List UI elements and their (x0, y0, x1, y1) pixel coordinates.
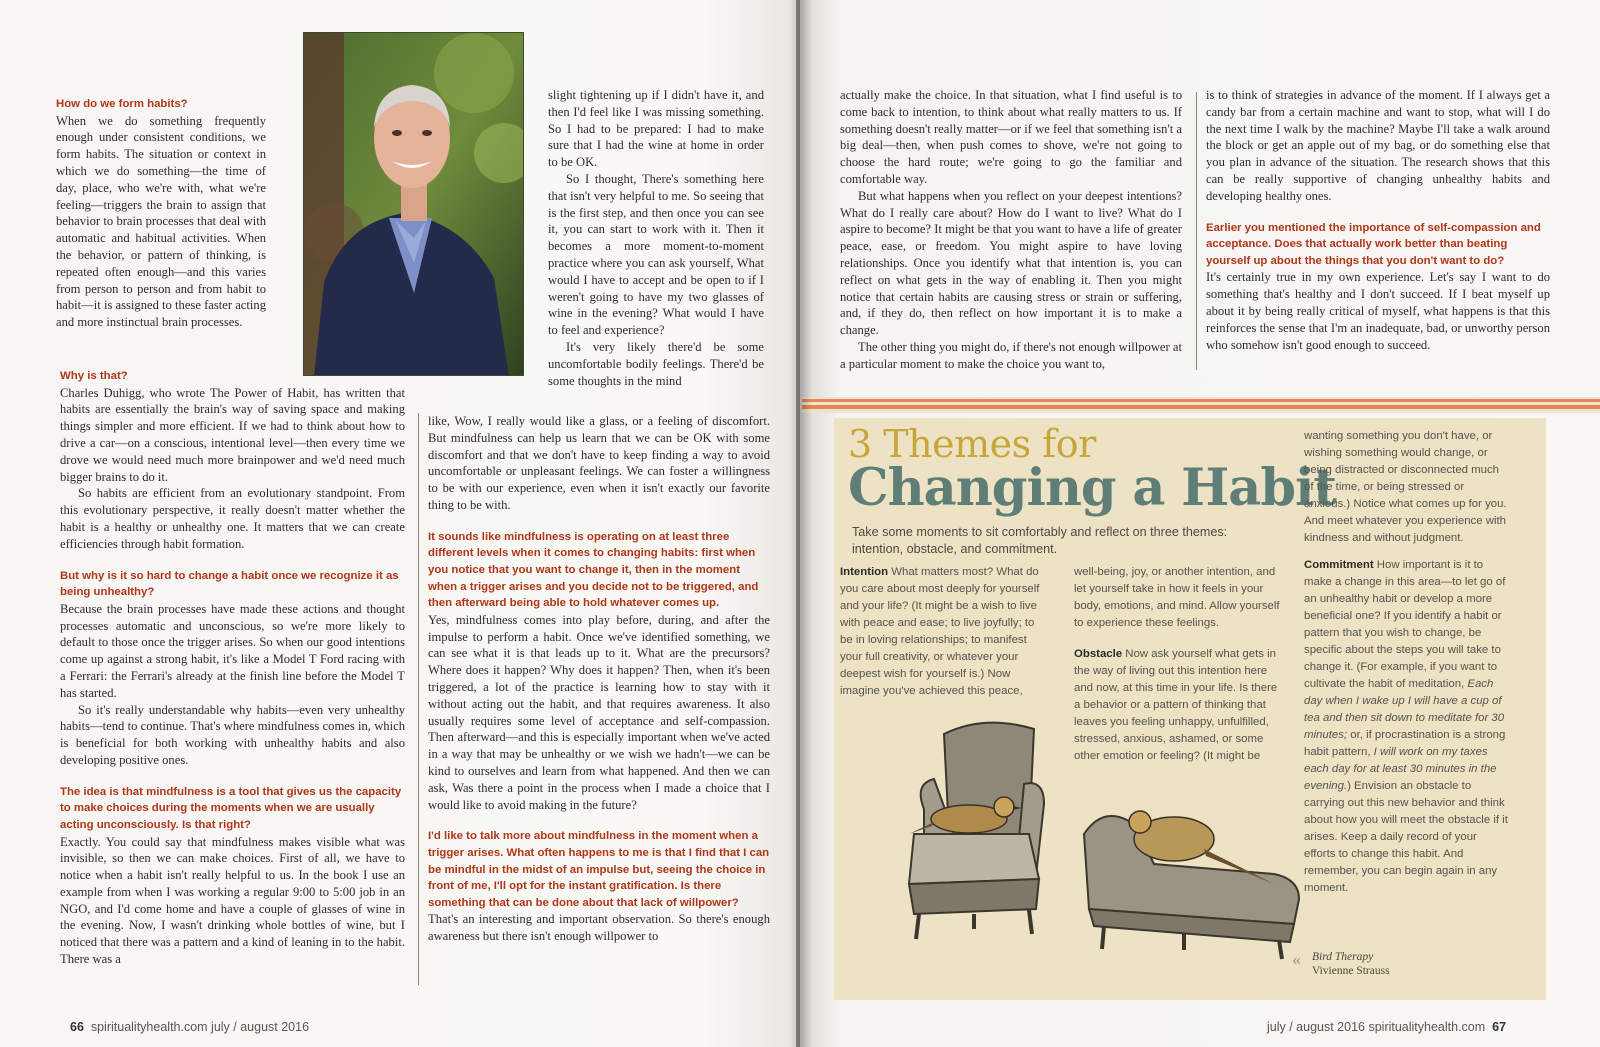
interview-answer: Yes, mindfulness comes into play before, during, and after the impulse to perform a habit. Once we've identified something, we can see what it is that leads up to it. What are the precursors? Where does it happen? Why does it happen? Then, when it's been triggered, a lot of the practice is learning how to stay with it without acting out the habit, and that requires awareness. It also usually requires some level of acceptance and self-compassion. Then afterward—and this is especially important when we've acted in a way that may be unhealthy or we wish we hadn't—we can be kind to ourselves and learn from what happened. And then we can ask, Was there a point in the process when I made a choice that I would like to avoid making in the future? (428, 612, 770, 812)
sidebar-box (834, 418, 1546, 1000)
bird-therapy-illustration (854, 714, 1314, 969)
sidebar-intro: Take some moments to sit comfortably and reflect on three themes: intention, obstacle, and commitment. (852, 525, 1228, 556)
obstacle-label: Obstacle (1074, 648, 1123, 660)
interview-answer: So I thought, There's something here that isn't very helpful to me. So seeing that is the first step, and then once you can see it, you can start to work with it. Then it becomes a more moment-to-moment practice where you can ask yourself, What would I have to accept and be open to if I weren't going to have my two glasses of wine in the evening? What would I have to feel and experience? (548, 171, 764, 338)
interview-answer: When we do something frequently enough under consistent conditions, we form habits. The situation or context in which we do something—the time of day, place, who we're with, what we're feeling—triggers the brain to assign that behavior to brain processes that deal with automatic and habitual activities. When the behavior, or pattern of thinking, is repeated often enough—and this varies from person to person and from habit to habit—it is assigned to these faster acting and more instinctual brain processes. (56, 113, 266, 330)
interview-question: But why is it so hard to change a habit once we recognize it as being unhealthy? (60, 569, 399, 599)
page-number: 66 (70, 1020, 84, 1034)
chaise-illustration (1084, 811, 1299, 959)
commitment-text-b: or, if procrastination is a strong habit pattern, (1304, 729, 1506, 758)
interview-answer: So habits are efficient from an evolutionary standpoint. From this evolutionary perspective, it really doesn't matter whether the habit is a healthy or unhealthy one. It matters that we can create efficiencies through habit formation. (60, 486, 405, 551)
interview-answer: actually make the choice. In that situation, what I find useful is to come back to intention, to think about what really matters to us. If something doesn't really matter—or if we feel that something isn't a big deal—then, when push comes to shove, we're not going to choose the hard route; we're going to go the familiar and comfortable way. (840, 88, 1182, 186)
interview-question: The idea is that mindfulness is a tool that gives us the capacity to make choices during the moments when we are usually acting unconsciously. Is that right? (60, 785, 402, 831)
right-page (800, 0, 1600, 1047)
obstacle-text: Now ask yourself what gets in the way of living out this intention here and now, at this time in your life. Is there a behavior or a pattern of thinking that leaves you feeling unhappy, unfulfilled, stressed, anxious, ashamed, or some other emotion or feeling? (It might be (1074, 648, 1278, 762)
article-column-4 (1206, 87, 1550, 353)
column-divider (1196, 92, 1197, 370)
commitment-text-a: How important is it to make a change in this area—to let go of an unhealthy habit or develop a more beneficial one? If you identify a habit or pattern that you wish to change, be specific about the steps you will take to change it. (For example, if you want to cultivate the habit of meditation, (1304, 559, 1506, 690)
interview-answer: It's certainly true in my own experience. Let's say I want to do something that's healthy and I don't succeed. If I beat myself up about it by being really critical of myself, what happens is that this reinforces the sense that I'm an inadequate, bad, or unworthy person who somehow isn't good enough to succeed. (1206, 270, 1550, 352)
article-column-1 (56, 96, 266, 331)
interview-answer: is to think of strategies in advance of the moment. If I always get a candy bar from a certain machine and want to stop, what will I do the next time I walk by the machine? Maybe I'll take a walk around the block or get an apple out of my bag, or do something else that you plan in advance of the situation. The research shows that this can be really supportive of changing unhealthy habits and developing healthy ones. (1206, 88, 1550, 203)
commitment-text-c: ) Envision an obstacle to carrying out this new behavior and think about how you will meet the obstacle if it arises. Keep a daily record of your efforts to change this habit. And remember, you can begin again in any moment. (1304, 780, 1508, 894)
interview-answer: The other thing you might do, if there's not enough willpower at a particular moment to make the choice you want to, (840, 339, 1182, 371)
decorative-stripe (802, 397, 1600, 413)
credit-artist: Vivienne Strauss (1312, 965, 1390, 977)
interview-answer: Exactly. You could say that mindfulness makes visible what was invisible, so then we can make choices. First of all, we have to notice when a habit isn't really helpful to us. In the book I use an example from when I was working a regular 9:00 to 5:00 job in an NGO, and I'd come home and have a couple of glasses of wine in the evening. Now, I wasn't drinking whole bottles of wine, but I noticed that there was a pattern and a kind of leaning in to the habit. There was a (60, 834, 405, 967)
interview-question: Earlier you mentioned the importance of self-compassion and acceptance. Does that actually work better than beating yourself up about the things that you don't want to do? (1206, 221, 1541, 267)
book-gutter (788, 0, 812, 1047)
interview-question: I'd like to talk more about mindfulness in the moment when a trigger arises. What often happens to me is that I find that I can be mindful in the midst of an impulse but, seeing the choice in front of me, I'll opt for the instant gratification. Is there something that can be done about that lack of willpower? (428, 830, 770, 909)
interview-answer: It's very likely there'd be some uncomfortable bodily feelings. There'd be some thoughts in the mind (548, 339, 764, 388)
commitment-example-2: I will work on my taxes each day for at least 30 minutes in the evening. (1304, 746, 1497, 792)
quote-mark-icon: « (1292, 949, 1301, 969)
footer-text: july / august 2016 spiritualityhealth.com (1267, 1020, 1486, 1034)
article-column-2-upper (548, 87, 764, 389)
interview-answer: slight tightening up if I didn't have it, and then I'd feel like I was missing something. So I had to be prepared: I had to make sure that I had the wine at home in order to be OK. (548, 88, 764, 170)
interview-answer: Because the brain processes have made these actions and thought processes automatic and unconscious, so we're more likely to default to those once the trigger arises. So when our good intentions come up against a strong habit, it's like a Model T Ford racing with a Ferrari: the Ferrari's already at the finish line before the Model T has started. (60, 601, 405, 700)
theme-commitment (1304, 428, 1510, 897)
intention-text: What matters most? What do you care about most deeply for yourself and your life? (It might be a wish to live with peace and ease; to live joyfully; to be in loving relationships; to manifest your full creativity, or whatever your deepest wish for yourself is.) Now imagine you've achieved this peace, (840, 566, 1040, 697)
interview-answer: But what happens when you reflect on your deepest intentions? What do I really care about? How do I want to live? What do I aspire to become? It might be that you want to have a life of greater peace, ease, or freedom. You might aspire to have loving relationships. Once you identify what that intention is, you can reflect on what gets in the way of enabling it. Then you might notice that certain habits are causing stress or strain or suffering, and, if they do, then reflect on how important it is to make a change. (840, 188, 1182, 338)
sidebar-title-line2: Changing a Habit (848, 458, 1336, 518)
article-column-2 (428, 413, 770, 945)
left-page (0, 0, 796, 1047)
page-number: 67 (1492, 1020, 1507, 1034)
interview-question: How do we form habits? (56, 98, 188, 110)
theme-intention (840, 564, 1042, 700)
footer-text: spiritualityhealth.com july / august 2016 (90, 1020, 310, 1034)
page-footer-right (1267, 1020, 1506, 1034)
intention-continued: well-being, joy, or another intention, and let yourself take in how it feels in your body, emotions, and mind. Allow yourself to experience these feelings. (1074, 566, 1280, 629)
interview-answer: Charles Duhigg, who wrote The Power of Habit, has written that habits are essentially the brain's way of saving space and making things simpler and more efficient. If we had to think about how to drive a car—on a conscious, intentional level—then every time we drove we would need much more brainpower and we'd need much bigger brains to do it. (60, 385, 405, 484)
credit-title: Bird Therapy (1312, 951, 1374, 963)
commitment-example-1: Each day when I wake up I will have a cup of tea and then sit down to meditate for 30 minutes; (1304, 678, 1505, 741)
article-column-1-lower (60, 368, 405, 968)
obstacle-continued: wanting something you don't have, or wishing something would change, or being distracted or disconnected much of the time, or being stressed or anxious.) Notice what comes up for you. And meet whatever you experience with kindness and without judgment. (1304, 430, 1507, 544)
article-column-3 (840, 87, 1182, 373)
interview-question: Why is that? (60, 370, 128, 382)
column-divider (418, 413, 419, 985)
interview-question: It sounds like mindfulness is operating on at least three different levels when it comes to changing habits: first when you notice that you want to change it, then in the moment when a trigger arises and you decide not to be triggered, and then afterward being able to hold whatever comes up. (428, 530, 759, 610)
interview-answer: That's an interesting and important observation. So there's enough awareness but there isn't enough willpower to (428, 912, 770, 944)
art-credit (1292, 949, 1390, 978)
page-footer-left (70, 1020, 309, 1034)
intention-label: Intention (840, 566, 889, 578)
commitment-label: Commitment (1304, 559, 1374, 571)
armchair-illustration (909, 723, 1044, 939)
sidebar-title-line1: 3 Themes for (848, 422, 1096, 466)
interview-answer: like, Wow, I really would like a glass, or a feeling of discomfort. But mindfulness can help us learn that we can be OK with some discomfort and that we don't have to keep finding a way to avoid uncomfortable or unpleasant feelings. We can foster a willingness to be with our experience, even when it isn't exactly our favorite thing to be with. (428, 414, 770, 512)
author-photo (303, 32, 524, 376)
interview-answer: So it's really understandable why habits—even very unhealthy habits—tend to continue. That's where mindfulness comes in, which is beneficial for both working with unhealthy habits and also developing positive ones. (60, 702, 405, 767)
